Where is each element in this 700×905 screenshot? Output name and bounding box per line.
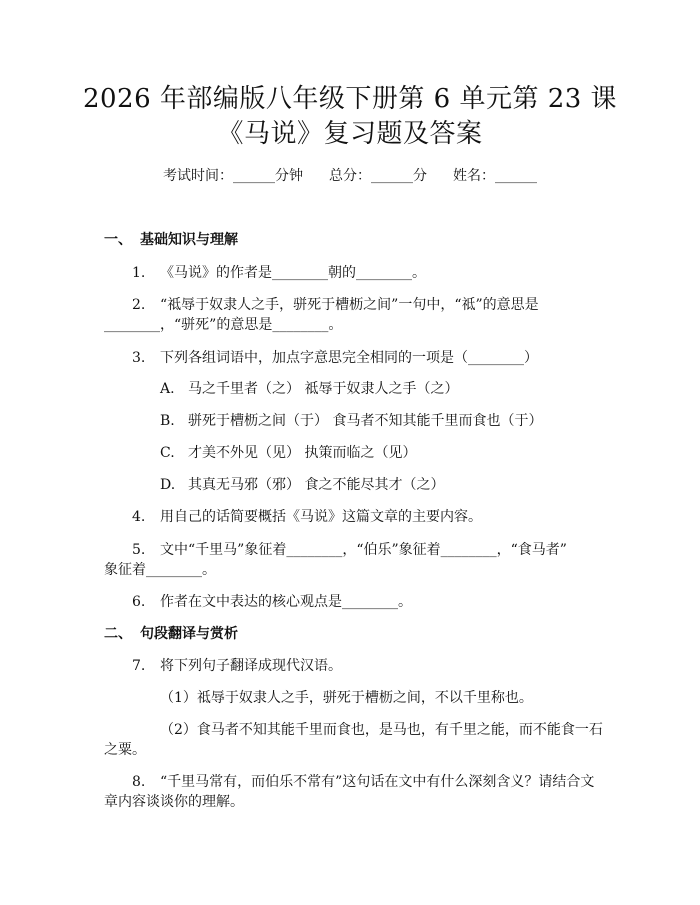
question-number: 2. <box>132 297 146 313</box>
option-letter: A. <box>160 381 175 397</box>
question-5-continuation: 象征着________。 <box>104 562 216 578</box>
question-7-sub-2: （2）食马者不知其能千里而食也，是马也，有千里之能，而不能食一石 <box>160 722 603 738</box>
exam-time: 考试时间：______分钟 <box>163 168 303 184</box>
question-text: 《马说》的作者是________朝的________。 <box>160 265 426 281</box>
question-2-continuation: ________，“骈死”的意思是________。 <box>104 317 343 333</box>
option-d <box>160 475 444 495</box>
question-8 <box>132 772 594 792</box>
question-4 <box>132 507 482 527</box>
question-6 <box>132 592 412 612</box>
question-1 <box>132 263 426 283</box>
question-text: “祗辱于奴隶人之手，骈死于槽枥之间”一句中，“祗”的意思是 <box>160 297 539 313</box>
question-number: 4. <box>132 509 146 525</box>
section-heading-2 <box>104 624 238 644</box>
question-text: “千里马常有，而伯乐不常有”这句话在文中有什么深刻含义？请结合文 <box>160 774 595 790</box>
exam-name: 姓名：______ <box>453 168 537 184</box>
document-title-line2: 《马说》复习题及答案 <box>217 119 483 149</box>
section-number: 二、 <box>104 626 132 642</box>
option-c <box>160 443 416 463</box>
option-b <box>160 411 542 431</box>
exam-score: 总分：______分 <box>329 168 427 184</box>
question-number: 6. <box>132 594 146 610</box>
question-number: 3. <box>132 350 146 366</box>
question-text: 文中“千里马”象征着________，“伯乐”象征着________，“食马者” <box>160 542 567 558</box>
exam-meta <box>0 166 700 186</box>
question-text: 下列各组词语中，加点字意思完全相同的一项是（________） <box>160 350 538 366</box>
question-3 <box>132 348 538 368</box>
question-5 <box>132 540 567 560</box>
question-7-sub-2-continuation: 之粟。 <box>104 742 146 758</box>
question-number: 1. <box>132 265 146 281</box>
question-number: 8. <box>132 774 146 790</box>
question-number: 7. <box>132 658 146 674</box>
option-letter: B. <box>160 413 175 429</box>
option-text: 才美不外见（见） 执策而临之（见） <box>188 445 417 461</box>
question-8-continuation: 章内容谈谈你的理解。 <box>104 794 244 810</box>
question-text: 用自己的话简要概括《马说》这篇文章的主要内容。 <box>160 509 482 525</box>
option-text: 其真无马邪（邪） 食之不能尽其才（之） <box>188 477 445 493</box>
option-a <box>160 379 458 399</box>
document-title-line1: 2026 年部编版八年级下册第 6 单元第 23 课 <box>82 84 618 114</box>
question-7-sub-1: （1）祗辱于奴隶人之手，骈死于槽枥之间，不以千里称也。 <box>160 690 533 706</box>
option-letter: D. <box>160 477 176 493</box>
section-title: 基础知识与理解 <box>140 232 238 248</box>
section-number: 一、 <box>104 232 132 248</box>
section-title: 句段翻译与赏析 <box>140 626 238 642</box>
question-text: 将下列句子翻译成现代汉语。 <box>160 658 342 674</box>
question-2 <box>132 295 539 315</box>
option-text: 马之千里者（之） 祗辱于奴隶人之手（之） <box>188 381 459 397</box>
option-text: 骈死于槽枥之间（于） 食马者不知其能千里而食也（于） <box>188 413 543 429</box>
question-7 <box>132 656 342 676</box>
question-text: 作者在文中表达的核心观点是________。 <box>160 594 412 610</box>
option-letter: C. <box>160 445 175 461</box>
section-heading-1 <box>104 230 238 250</box>
question-number: 5. <box>132 542 146 558</box>
